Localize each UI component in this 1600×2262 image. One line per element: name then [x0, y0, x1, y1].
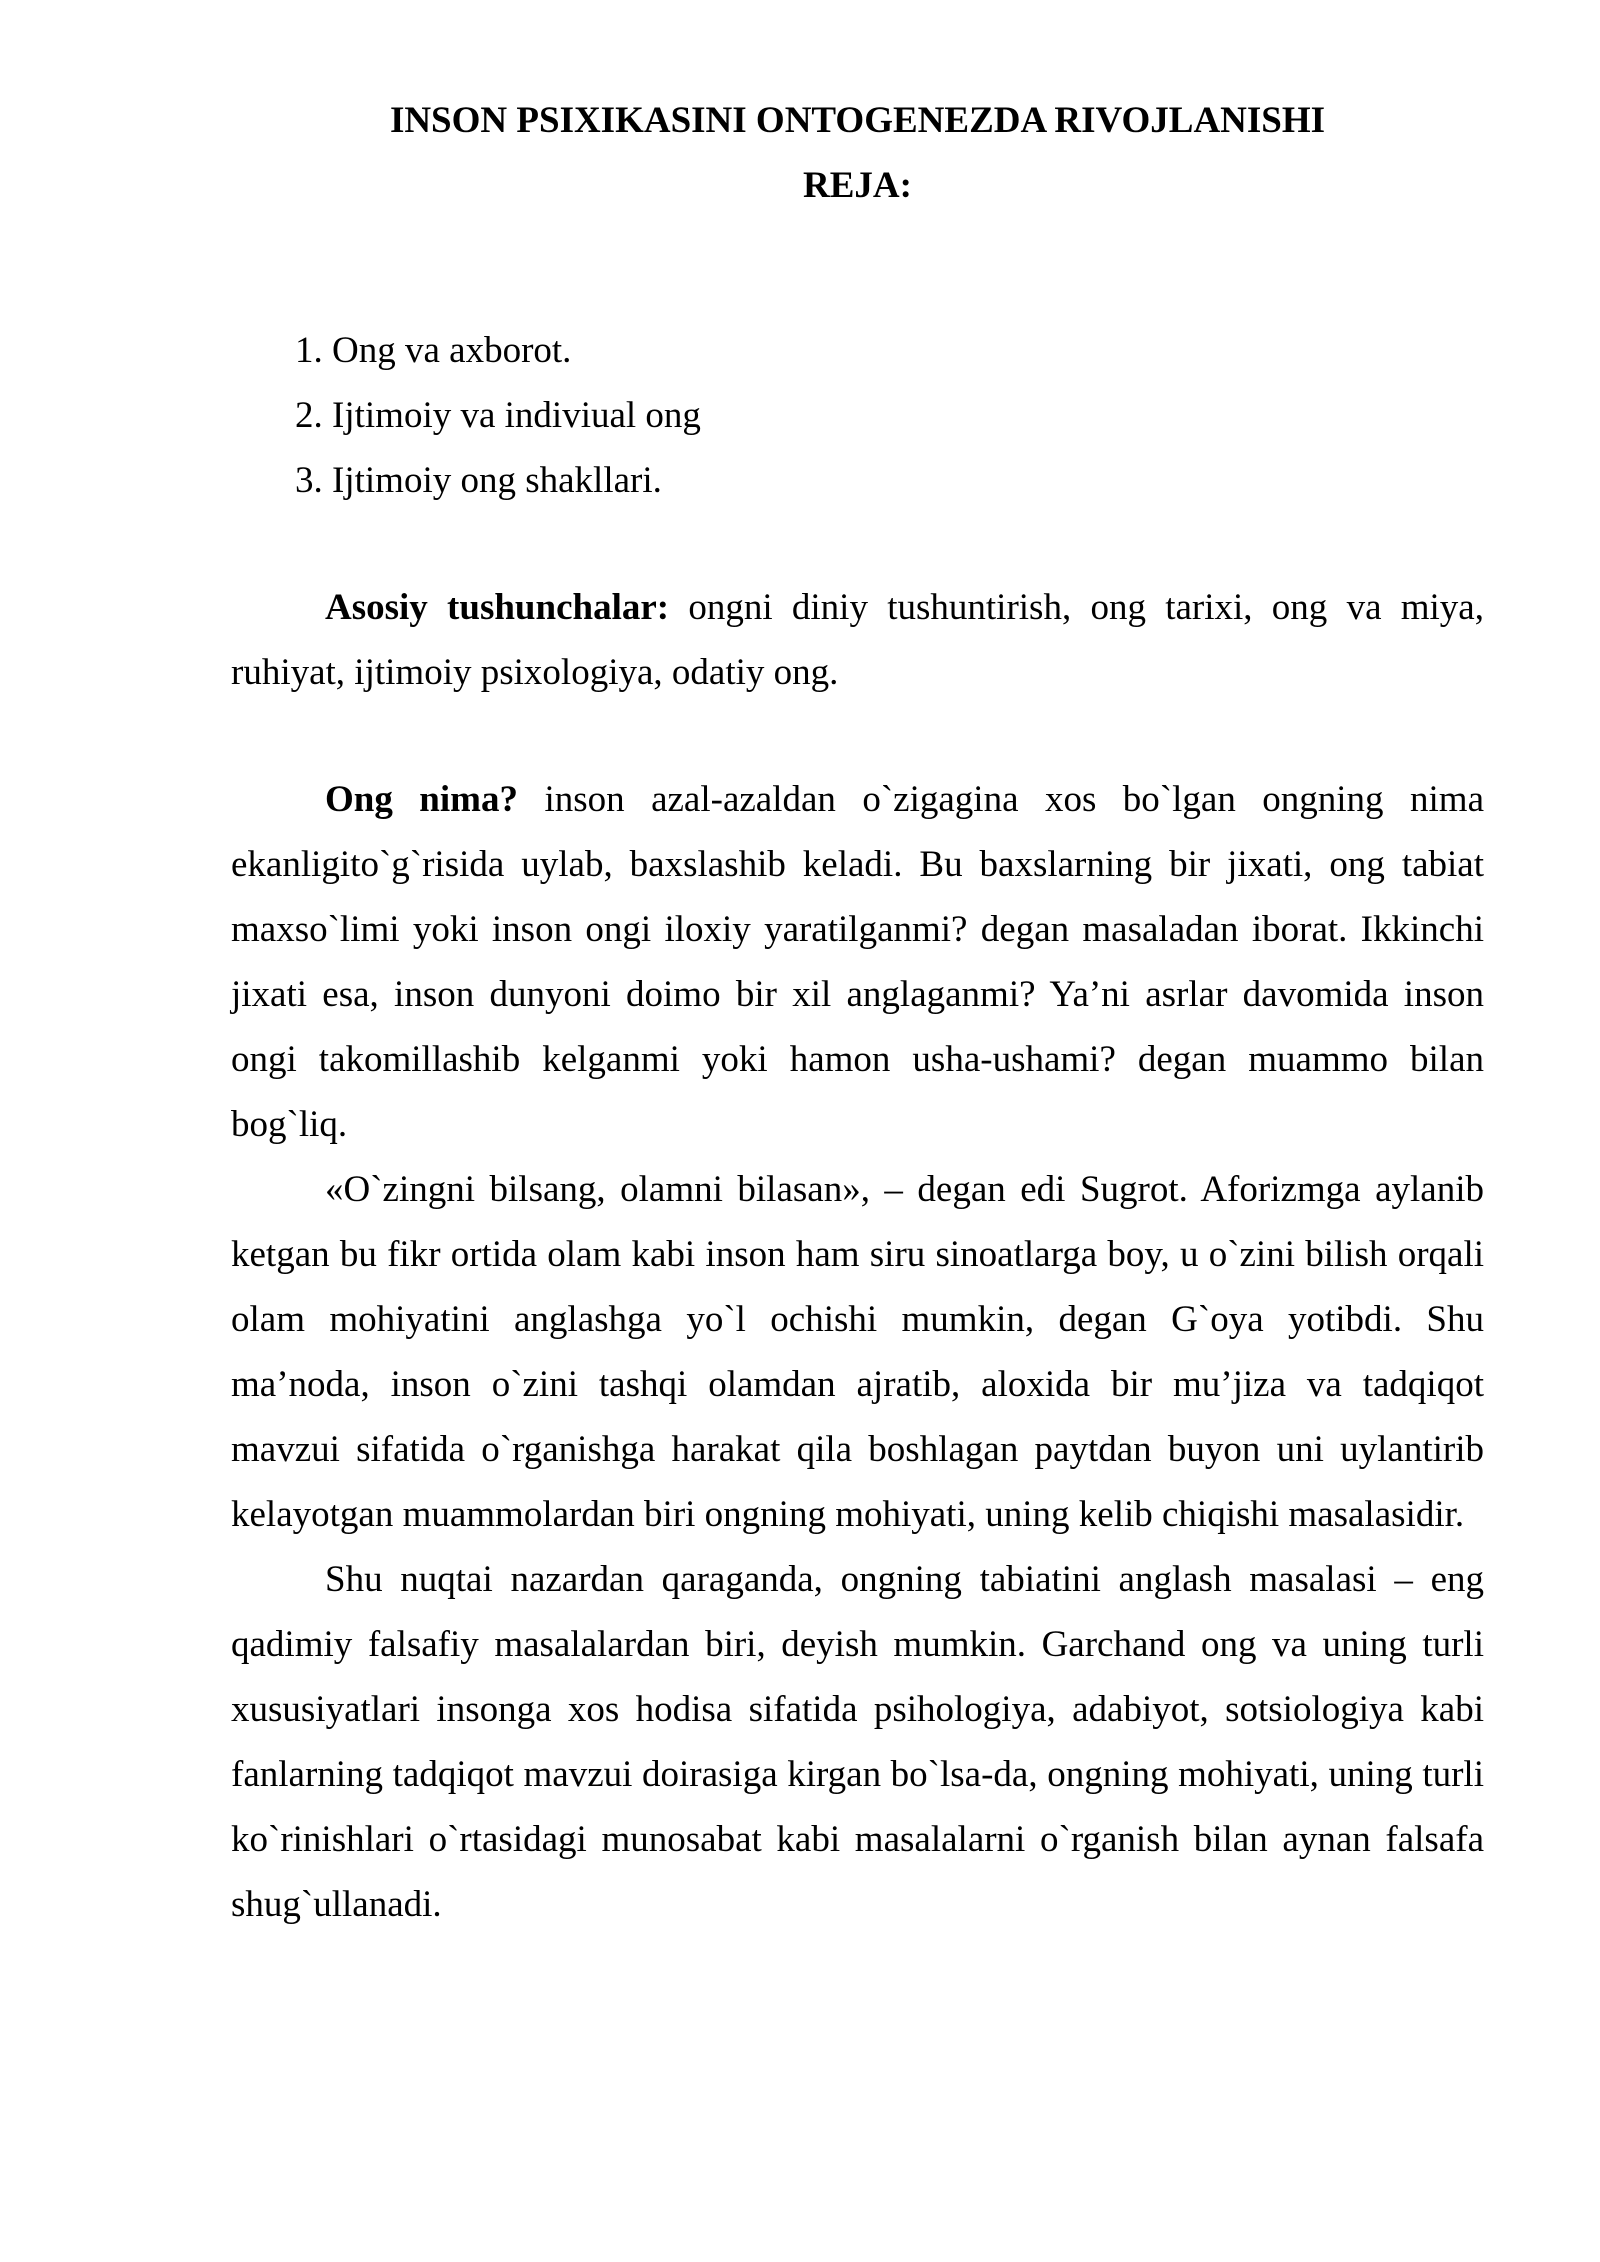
plan-item-1: 1. Ong va axborot.	[295, 330, 572, 371]
document-title: INSON PSIXIKASINI ONTOGENEZDA RIVOJLANISHI	[389, 100, 1326, 141]
paragraph-text: Shu nuqtai nazardan qaraganda, ongning tabiatini anglash masalasi – eng qadimiy falsafiy masalalardan biri, deyish mumkin. Garchand ong va uning turli xususiyatlari insonga xos hodisa sifatida psihologiya, adabiyot, sotsiologiya kabi fanlarning tadqiqot mavzui doirasiga kirgan bo`lsa-da, ongning mohiyati, uning turli ko`rinishlari o`rtasidagi munosabat kabi masalalarni o`rganish bilan aynan falsafa shug`ullanadi.	[231, 1559, 1484, 1925]
plan-list	[295, 318, 1484, 513]
paragraph-text: inson azal-azaldan o`zigagina xos bo`lgan ongning nima ekanligito`g`risida uylab, baxslashib keladi. Bu baxslarning bir jixati, ong tabiat maxso`limi yoki inson ongi iloxiy yaratilganmi? degan masaladan iborat. Ikkinchi jixati esa, inson dunyoni doimo bir xil anglaganmi? Ya’ni asrlar davomida inson ongi takomillashib kelganmi yoki hamon usha-ushami? degan muammo bilan bog`liq.	[231, 779, 1484, 1145]
paragraph-philosophy	[231, 1547, 1484, 1937]
paragraph-key-concepts	[231, 575, 1484, 705]
paragraph-ong-nima	[231, 767, 1484, 1157]
paragraph-lead: Ong nima?	[325, 779, 518, 820]
plan-item-2: 2. Ijtimoiy va indiviual ong	[295, 395, 701, 436]
paragraph-aphorism	[231, 1157, 1484, 1547]
paragraph-text: ongni diniy tushuntirish, ong tarixi, ong va miya, ruhiyat, ijtimoiy psixologiya, odatiy ong.	[231, 587, 1484, 693]
plan-item-3: 3. Ijtimoiy ong shakllari.	[295, 460, 662, 501]
document-subtitle: REJA:	[803, 165, 912, 206]
paragraph-lead: Asosiy tushunchalar:	[325, 587, 670, 628]
paragraph-text: «O`zingni bilsang, olamni bilasan», – degan edi Sugrot. Aforizmga aylanib ketgan bu fikr ortida olam kabi inson ham siru sinoatlarga boy, u o`zini bilish orqali olam mohiyatini anglashga yo`l ochishi mumkin, degan G`oya yotibdi. Shu ma’noda, inson o`zini tashqi olamdan ajratib, aloxida bir mu’jiza va tadqiqot mavzui sifatida o`rganishga harakat qila boshlagan paytdan buyon uni uylantirib kelayotgan muammolardan biri ongning mohiyati, uning kelib chiqishi masalasidir.	[231, 1169, 1484, 1535]
